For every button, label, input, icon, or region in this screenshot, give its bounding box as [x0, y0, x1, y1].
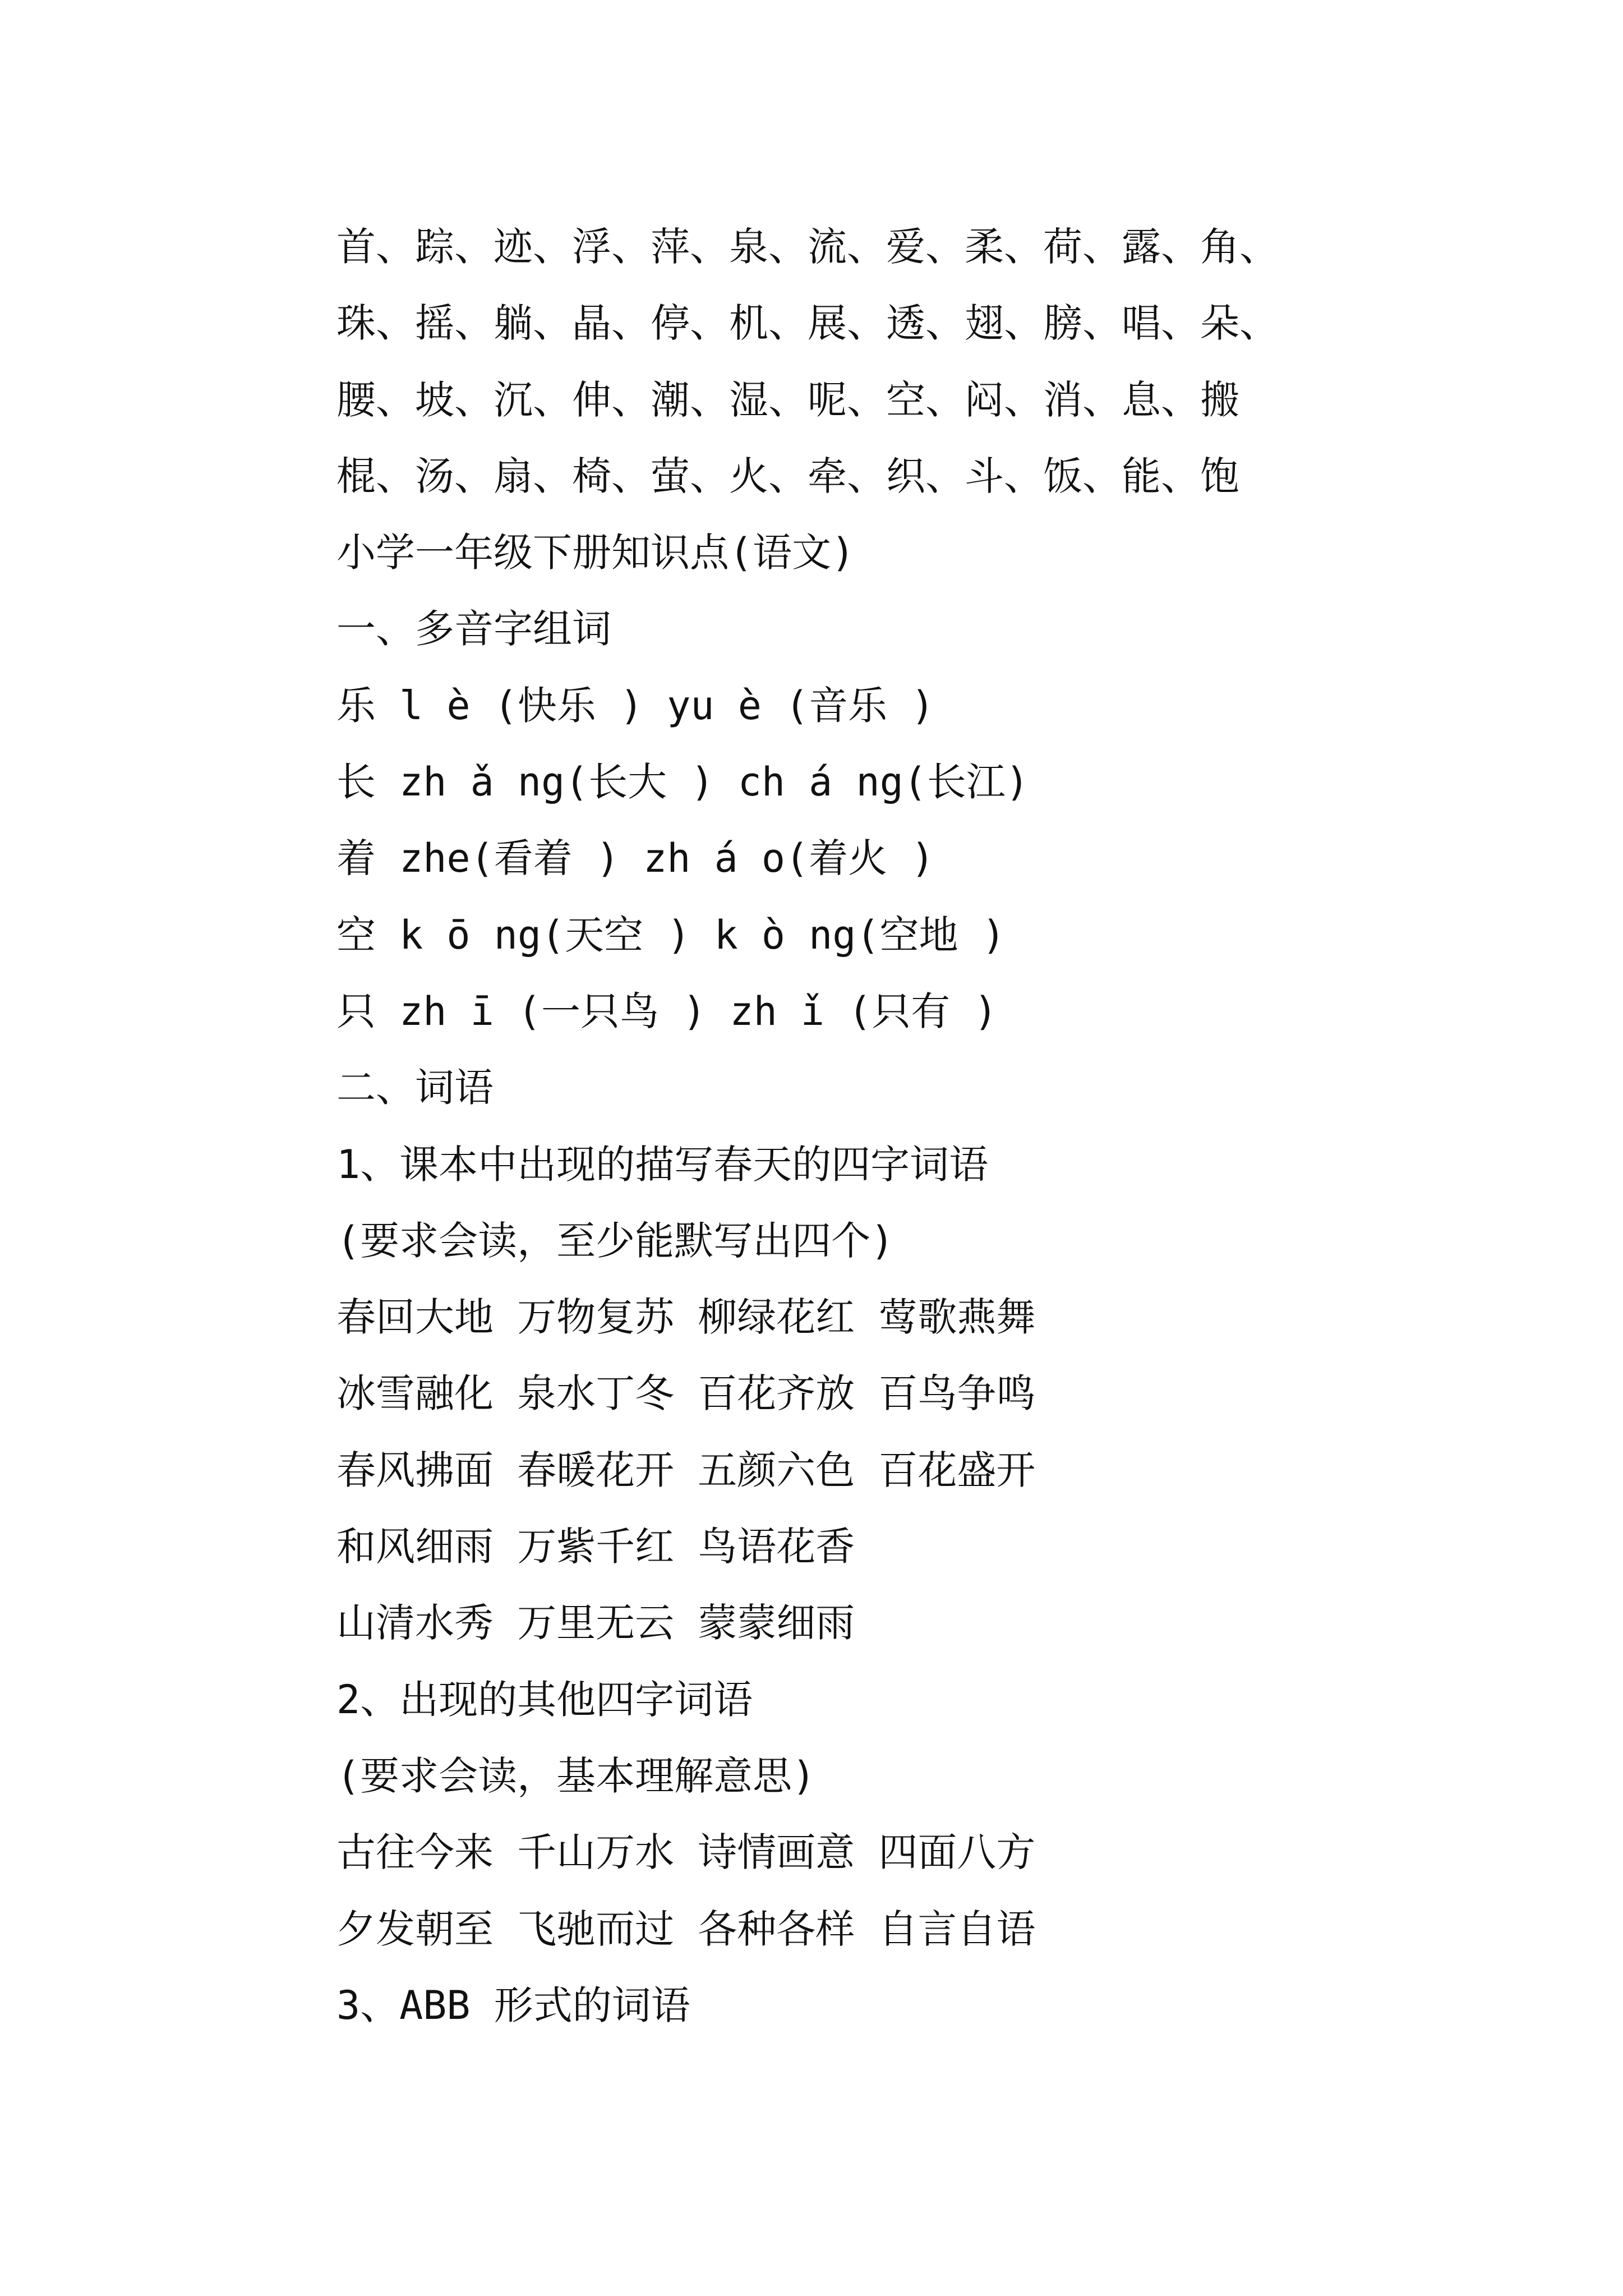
requirement-note-2: (要求会读，基本理解意思)	[336, 1752, 816, 1799]
text-line-characters-2: 珠、摇、躺、晶、停、机、展、透、翅、膀、唱、朵、	[336, 300, 1279, 347]
polyphonic-entry-kong: 空 k ō ng(天空 ) k ò ng(空地 )	[336, 912, 1006, 958]
requirement-note-1: (要求会读，至少能默写出四个)	[336, 1217, 895, 1264]
text-line-characters-1: 首、踪、迹、浮、萍、泉、流、爱、柔、荷、露、角、	[336, 224, 1279, 270]
section-heading-vocabulary: 二、词语	[336, 1065, 494, 1111]
idiom-row-3: 春风拂面 春暖花开 五颜六色 百花盛开	[336, 1447, 1036, 1493]
idiom-row-1: 春回大地 万物复苏 柳绿花红 莺歌燕舞	[336, 1294, 1036, 1341]
idiom-row-6: 古往今来 千山万水 诗情画意 四面八方	[336, 1829, 1036, 1876]
polyphonic-entry-zhe: 着 zhe(看着 ) zh á o(着火 )	[336, 835, 935, 882]
subheading-abb-words: 3、ABB 形式的词语	[336, 1982, 690, 2028]
idiom-row-7: 夕发朝至 飞驰而过 各种各样 自言自语	[336, 1906, 1036, 1952]
polyphonic-entry-zhang: 长 zh ǎ ng(长大 ) ch á ng(长江)	[336, 759, 1030, 806]
text-line-characters-4: 棍、汤、扇、椅、萤、火、牵、织、斗、饭、能、饱	[336, 453, 1239, 499]
subheading-spring-idioms: 1、课本中出现的描写春天的四字词语	[336, 1141, 989, 1188]
idiom-row-2: 冰雪融化 泉水丁冬 百花齐放 百鸟争鸣	[336, 1370, 1036, 1417]
polyphonic-entry-le: 乐 l è (快乐 ) yu è (音乐 )	[336, 682, 935, 729]
idiom-row-5: 山清水秀 万里无云 蒙蒙细雨	[336, 1600, 855, 1646]
idiom-row-4: 和风细雨 万紫千红 鸟语花香	[336, 1524, 855, 1570]
section-heading-polyphonic: 一、多音字组词	[336, 606, 611, 652]
text-line-characters-3: 腰、坡、沉、伸、潮、湿、呢、空、闷、消、息、搬	[336, 376, 1239, 423]
polyphonic-entry-zhi: 只 zh ī (一只鸟 ) zh ǐ (只有 )	[336, 988, 998, 1034]
subheading-other-idioms: 2、出现的其他四字词语	[336, 1676, 753, 1723]
document-body	[336, 209, 1492, 2044]
document-title: 小学一年级下册知识点(语文)	[336, 530, 855, 576]
